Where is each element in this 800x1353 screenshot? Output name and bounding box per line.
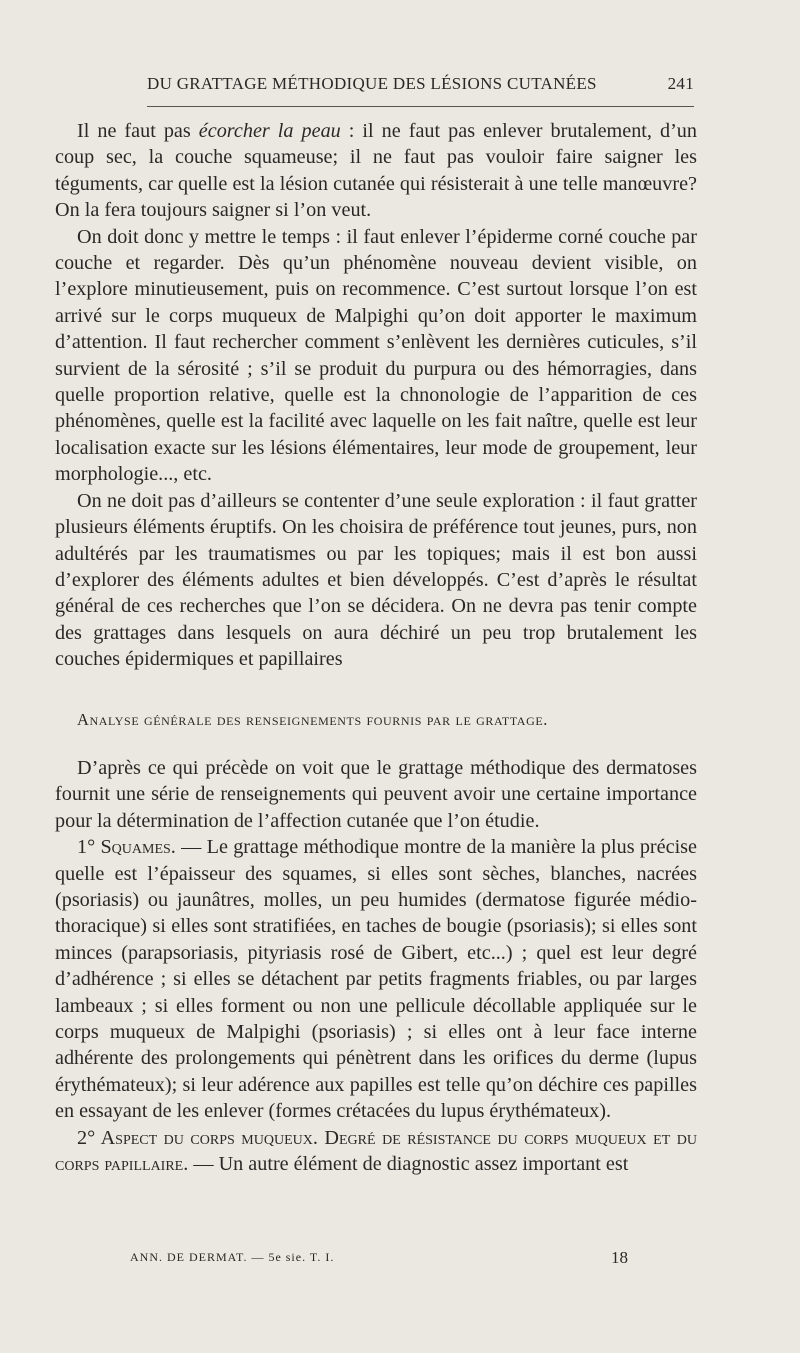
paragraph-1-start: Il ne faut pas [77, 120, 199, 142]
paragraph-5-text: — Le grattage méthodique montre de la manière la plus précise quelle est l’épaisseur des squames, si elles sont sèches, blanches, nacrées (psoriasis) ou jaunâtres, molles, un peu humides (dermatose figurée médio-thoracique) si elles sont stratifiées, en taches de bougie (psoriasis); si elles sont minces (parapsoriasis, pityriasis rosé de Gibert, etc...) ; quel est leur degré d’adhérence ; si elles se détachent par petits fragments friables, ou par larges lambeaux ; si elles forment ou non une pellicule décollable appliquée sur le corps muqueux de Malpighi (psoriasis) ; si elles ont à leur face interne adhérente des prolongements qui pénètrent dans les orifices du derme (lupus érythémateux); si leur adérence aux papilles est telle qu’on déchire ces papilles en essayant de les enlever (formes crétacées du lupus érythémateux). [55, 836, 698, 1123]
paragraph-4: D’après ce qui précède on voit que le grattage méthodique des dermatoses fournit une série de renseignements qui peuvent avoir une certaine importance pour la détermination de l’affection cutanée que l’on étudie. [55, 756, 697, 832]
header-rule [147, 106, 694, 107]
body-text [55, 118, 697, 1177]
paragraph-1-rest: : il ne faut pas enlever brutalement, d’un coup sec, la couche squameuse; il ne faut pas vouloir faire saigner les téguments, car quelle est la lésion cutanée qui résisterait à une telle manœuvre? On la fera toujours saigner si l’on veut. [55, 120, 697, 222]
running-header [147, 70, 694, 100]
running-title: DU GRATTAGE MÉTHODIQUE DES LÉSIONS CUTANÉES [147, 74, 597, 93]
paragraph-2: On doit donc y mettre le temps : il faut enlever l’épiderme corné couche par couche et regarder. Dès qu’un phénomène nouveau devient visible, on l’explore minutieusement, puis on recommence. C’est surtout lorsque l’on est arrivé sur le corps muqueux de Malpighi qu’on doit apporter le maximum d’attention. Il faut rechercher comment s’enlèvent les dernières cuticules, s’il survient de la sérosité ; s’il se produit du purpura ou des hémorragies, dans quelle proportion relative, quelle est la chnonologie de l’apparition de ces phénomènes, quelle est la facilité avec laquelle on les fait naître, quelle est leur localisation exacte sur les lésions élémentaires, leur mode de groupement, leur morphologie..., etc. [55, 225, 697, 486]
page-number: 241 [667, 74, 694, 93]
paragraph-3: On ne doit pas d’ailleurs se contenter d’une seule exploration : il faut gratter plusieurs éléments éruptifs. On les choisira de préférence tout jeunes, purs, non adultérés par les traumatismes ou par les topiques; mais il est bon aussi d’explorer des éléments adultes et bien développés. C’est d’après le résultat général de ces recherches que l’on se décidera. On ne devra pas tenir compte des grattages dans lesquels on aura déchiré un peu trop brutalement les couches épidermiques et papillaires [55, 489, 697, 671]
paragraph-5 [55, 834, 697, 1124]
signature-mark: 18 [611, 1248, 628, 1267]
page-footer [130, 1248, 628, 1272]
paragraph-6 [55, 1125, 697, 1178]
section-heading: Analyse générale des renseignements fournis par le grattage. [77, 709, 548, 729]
journal-reference: ANN. DE DERMAT. — 5e sie. T. I. [130, 1250, 335, 1264]
paragraph-6-heading: 2° Aspect du corps muqueux. Degré de résistance du corps muqueux et du corps papillaire. [55, 1126, 697, 1176]
paragraph-1-emphasis: écorcher la peau [198, 120, 341, 142]
paragraph-5-heading: 1° Squames. [77, 836, 176, 859]
paragraph-6-text: — Un autre élément de diagnostic assez important est [188, 1153, 629, 1176]
paragraph-1 [55, 118, 697, 224]
